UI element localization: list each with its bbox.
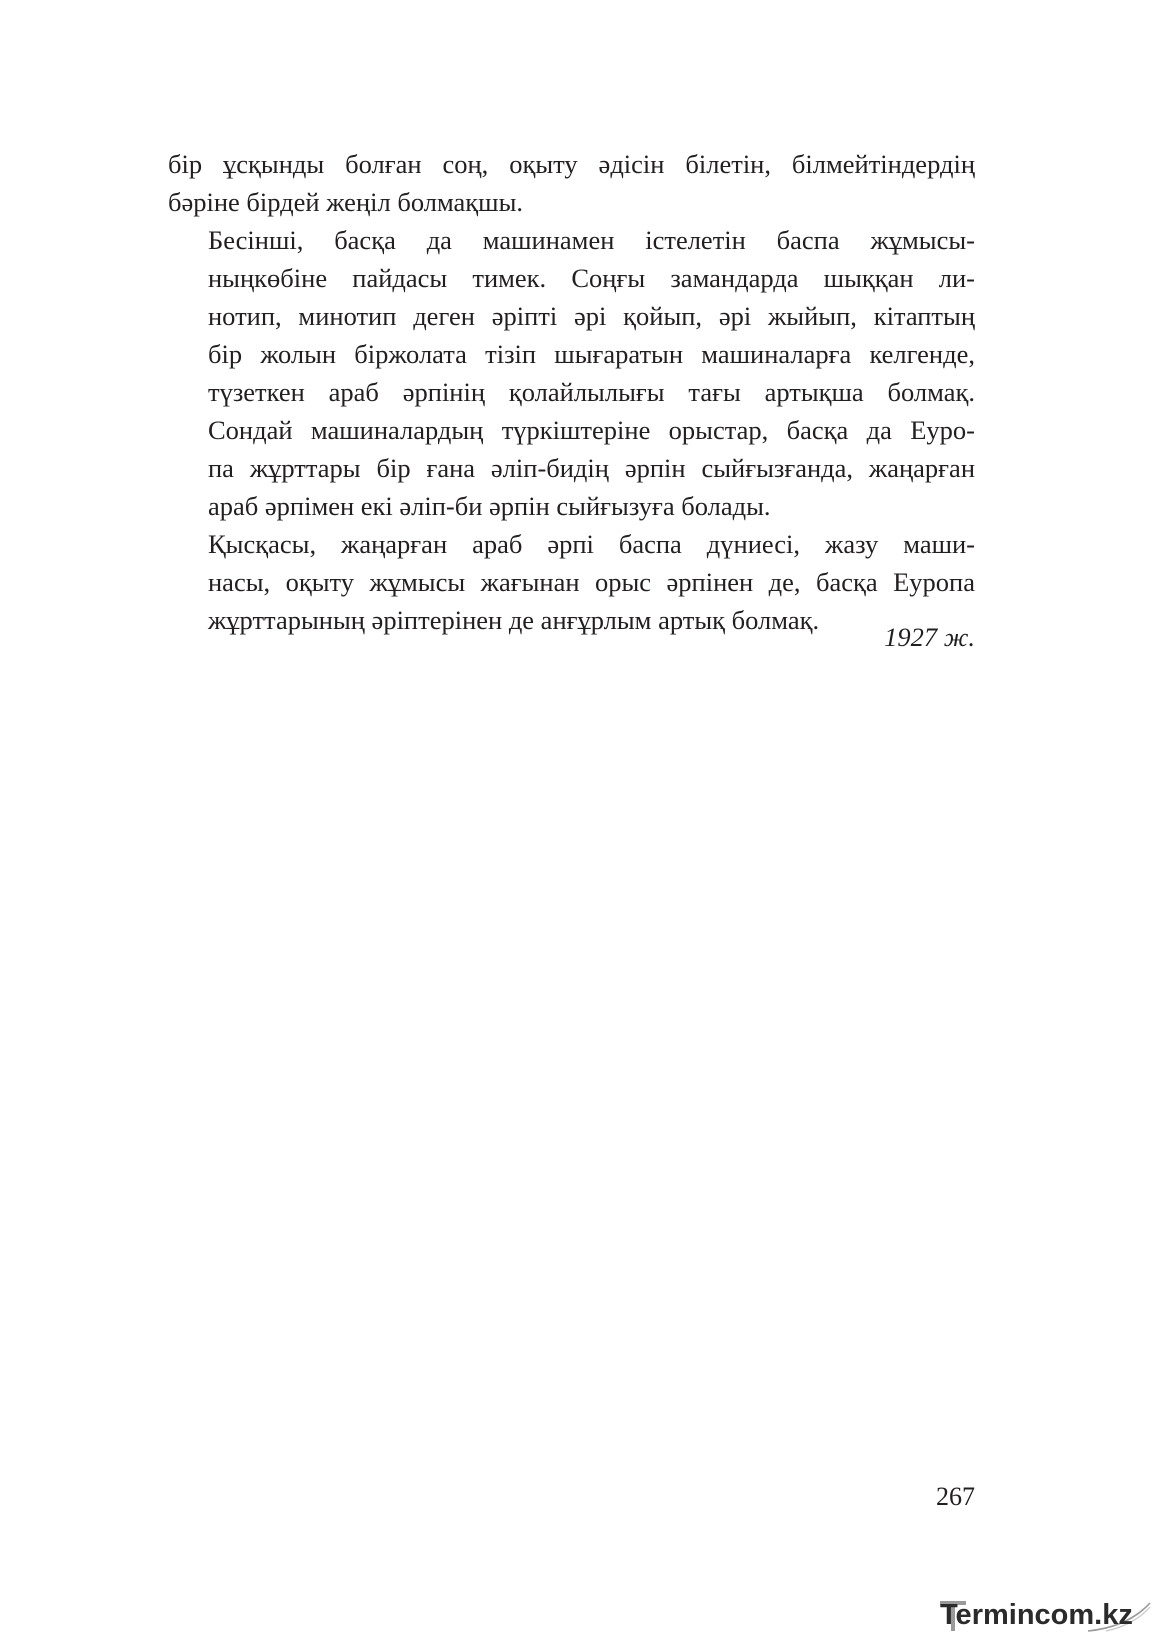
text-line: бір ұсқынды болған соң, оқыту әдісін білетін, білмейтіндердің	[168, 149, 975, 179]
page-number: 267	[936, 1482, 975, 1511]
text-line: жұрттарының әріптерінен де анғұрлым артық болмақ.	[208, 605, 820, 635]
paragraph-3	[168, 525, 975, 639]
text-line: Қысқасы, жаңарған араб әрпі баспа дүниесі, жазу маши-	[208, 529, 975, 559]
text-line: па жұрттары бір ғана әліп-бидің әрпін сыйғызғанда, жаңарған	[208, 453, 975, 483]
paragraph-2	[168, 221, 975, 525]
watermark-logo	[938, 1597, 1152, 1633]
text-line: бәріне бірдей жеңіл болмақшы.	[168, 187, 524, 217]
text-line: түзеткен араб әрпінің қолайлылығы тағы артықша болмақ.	[208, 377, 975, 407]
text-line: Бесінші, басқа да машинамен істелетін баспа жұмысы-	[208, 225, 975, 255]
text-line: нотип, минотип деген әріпті әрі қойып, әрі жыйып, кітаптың	[208, 301, 975, 331]
body-text	[168, 145, 975, 639]
text-line: бір жолын біржолата тізіп шығаратын машиналарға келгенде,	[208, 339, 975, 369]
text-line: араб әрпімен екі әліп-би әрпін сыйғызуға болады.	[208, 491, 771, 521]
logo-text: Termincom.kz	[940, 1599, 1133, 1631]
text-line: насы, оқыту жұмысы жағынан орыс әрпінен де, басқа Еуропа	[208, 567, 975, 597]
text-line: ныңкөбіне пайдасы тимек. Соңғы замандарда шыққан ли-	[208, 263, 975, 293]
text-line: Сондай машиналардың түркіштеріне орыстар, басқа да Еуро-	[208, 415, 975, 445]
paragraph-1	[168, 145, 975, 221]
date-signature: 1927 ж.	[884, 622, 975, 652]
